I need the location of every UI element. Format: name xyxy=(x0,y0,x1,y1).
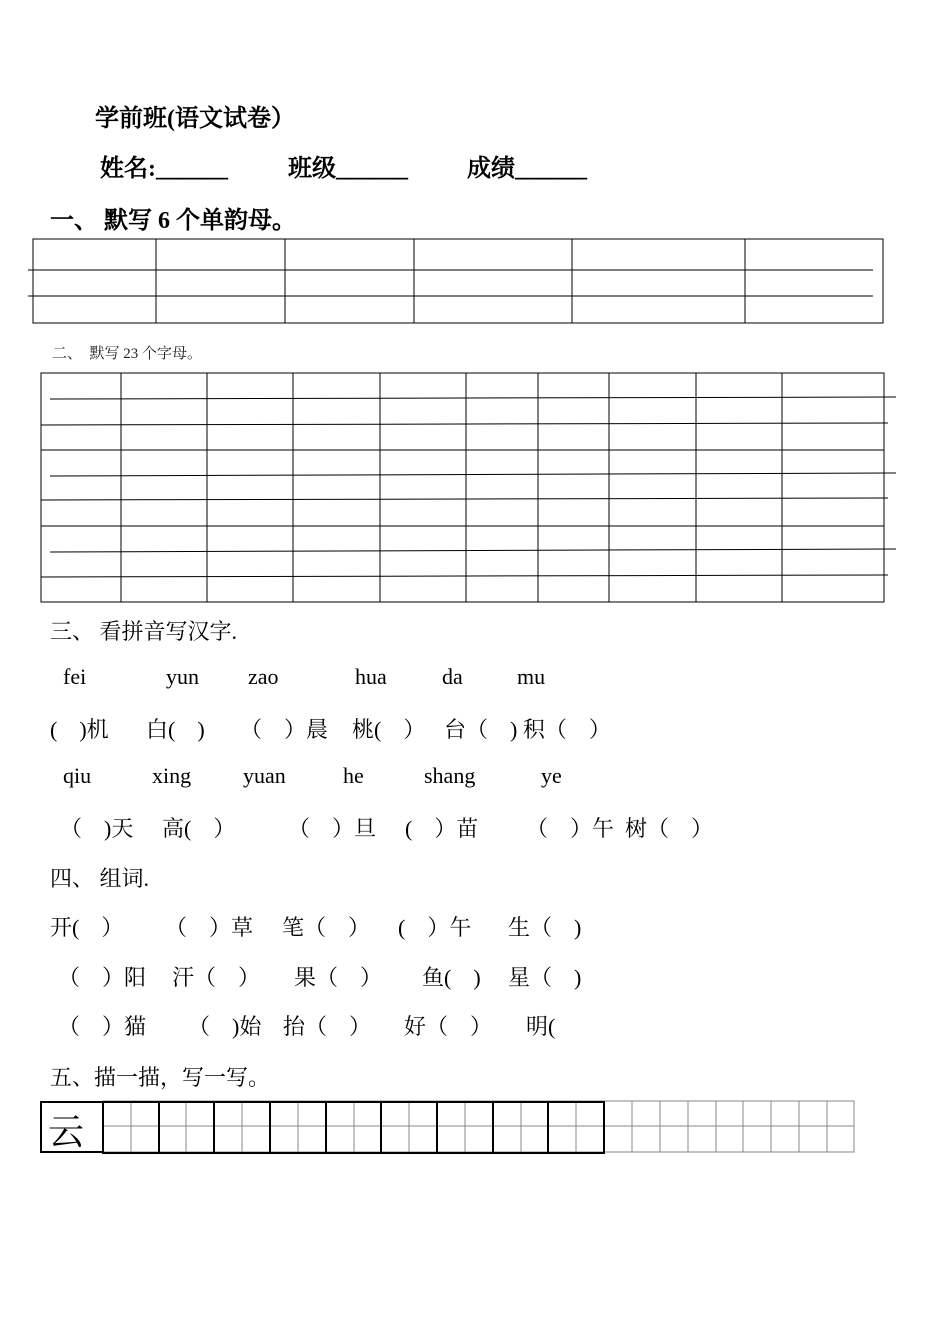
answer-blank[interactable]: 桃( ） xyxy=(352,717,426,742)
section2-heading: 二、 默写 23 个字母。 xyxy=(52,346,203,362)
pinyin-ye: ye xyxy=(541,763,562,788)
word-blank[interactable]: 好（ ） xyxy=(404,1014,493,1039)
pinyin-mu: mu xyxy=(517,664,546,689)
answer-blank[interactable]: ( )机 xyxy=(50,717,109,742)
pinyin-xing: xing xyxy=(152,763,192,788)
word-blank[interactable]: 星（ ) xyxy=(508,965,582,990)
answer-blank[interactable]: （ ）午 树（ ） xyxy=(526,816,714,841)
section2-grid[interactable] xyxy=(41,373,896,602)
answer-blank[interactable]: 高( ） xyxy=(162,816,236,841)
pinyin-da: da xyxy=(442,664,463,689)
pinyin-he: he xyxy=(343,763,364,788)
pinyin-yun: yun xyxy=(166,664,199,689)
page-title: 学前班(语文试卷） xyxy=(95,106,295,132)
section1-heading: 一、 默写 6 个单韵母。 xyxy=(50,208,296,234)
word-blank[interactable]: 汗（ ） xyxy=(172,965,261,990)
class-field-label[interactable]: 班级______ xyxy=(288,156,408,182)
word-blank[interactable]: 开( ） xyxy=(50,915,124,940)
pinyin-yuan: yuan xyxy=(243,763,286,788)
answer-blank[interactable]: 白( ) xyxy=(146,717,205,742)
answer-blank[interactable]: （ )天 xyxy=(60,816,134,841)
word-blank[interactable]: （ ）草 xyxy=(165,915,254,940)
model-character: 云 xyxy=(48,1112,85,1153)
section3-heading: 三、 看拼音写汉字. xyxy=(50,619,238,644)
word-blank[interactable]: 抬（ ） xyxy=(283,1014,372,1039)
answer-blank[interactable]: （ ）晨 xyxy=(240,717,329,742)
word-blank[interactable]: （ ）阳 xyxy=(58,965,147,990)
word-blank[interactable]: 果（ ） xyxy=(294,965,383,990)
word-blank[interactable]: 笔（ ） xyxy=(282,915,371,940)
score-field-label[interactable]: 成绩______ xyxy=(467,156,587,182)
pinyin-hua: hua xyxy=(355,664,387,689)
section1-grid[interactable] xyxy=(28,239,883,323)
name-field-label[interactable]: 姓名:______ xyxy=(100,156,228,182)
word-blank[interactable]: （ )始 xyxy=(188,1014,262,1039)
answer-blank[interactable]: ( ）苗 xyxy=(405,816,479,841)
answer-blank[interactable]: 台（ ) 积（ ） xyxy=(444,717,611,742)
section5-heading: 五、描一描，写一写。 xyxy=(50,1065,271,1090)
pinyin-fei: fei xyxy=(63,664,87,689)
word-blank[interactable]: 生（ ) xyxy=(508,915,582,940)
pinyin-zao: zao xyxy=(248,664,279,689)
pinyin-qiu: qiu xyxy=(63,763,92,788)
section4-heading: 四、 组词. xyxy=(50,866,150,891)
word-blank[interactable]: （ ）猫 xyxy=(58,1014,147,1039)
word-blank[interactable]: 明( xyxy=(526,1014,556,1039)
word-blank[interactable]: 鱼( ) xyxy=(422,965,481,990)
pinyin-shang: shang xyxy=(424,763,476,788)
section5-grid[interactable] xyxy=(41,1101,854,1153)
word-blank[interactable]: ( ）午 xyxy=(398,915,472,940)
answer-blank[interactable]: （ ）旦 xyxy=(288,816,377,841)
